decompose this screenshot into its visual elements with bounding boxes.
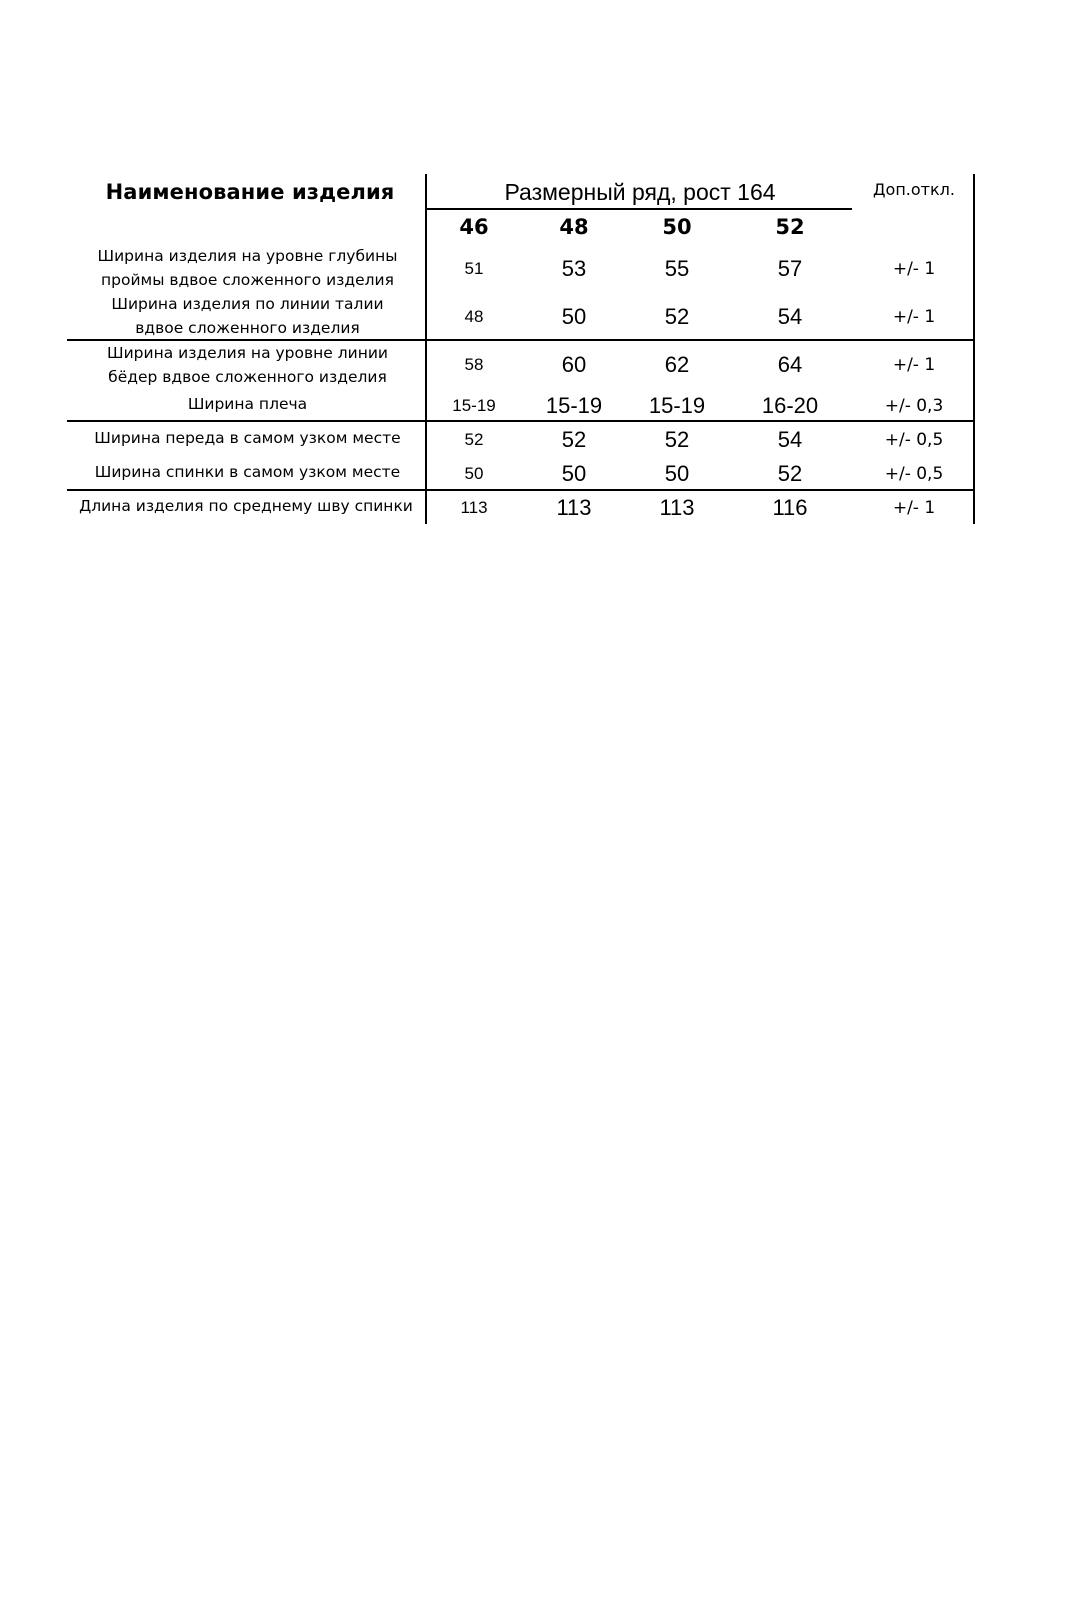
size-range-label: Размерный ряд, рост 164 <box>504 178 776 205</box>
table-cell: 54 <box>777 427 803 452</box>
tolerance-header: Доп.откл. <box>873 179 955 199</box>
tolerance-cell: +/- 0,3 <box>884 396 944 416</box>
size-header-52: 52 <box>775 215 805 239</box>
table-cell: 15-19 <box>452 396 496 415</box>
table-cell: 50 <box>561 304 587 329</box>
table-cell: 113 <box>460 498 488 517</box>
table-cell: 15-19 <box>648 393 706 418</box>
tolerance-cell: +/- 0,5 <box>884 464 944 484</box>
tolerance-cell: +/- 0,5 <box>884 430 944 450</box>
table-cell: 52 <box>664 304 690 329</box>
tolerance-cell: +/- 1 <box>892 307 936 327</box>
size-header-46: 46 <box>459 215 489 239</box>
size-header-48: 48 <box>559 215 589 239</box>
table-cell: 52 <box>464 430 484 449</box>
table-cell: 50 <box>664 461 690 486</box>
table-cell: 52 <box>561 427 587 452</box>
table-cell: 60 <box>561 352 587 377</box>
tolerance-cell: +/- 1 <box>892 355 936 375</box>
table-cell: 50 <box>464 464 484 483</box>
table-cell: 52 <box>777 461 803 486</box>
table-cell: 64 <box>777 352 803 377</box>
table-cell: 57 <box>777 256 803 281</box>
table-title: Наименование изделия <box>105 180 395 204</box>
row-label: Ширина изделия на уровне глубины проймы вдвое сложенного изделия <box>97 247 398 289</box>
row-separator-3 <box>67 489 975 491</box>
table-cell: 113 <box>556 495 592 520</box>
tolerance-cell: +/- 1 <box>892 259 936 279</box>
row-label: Ширина спинки в самом узком месте <box>94 463 401 481</box>
table-cell: 62 <box>664 352 690 377</box>
tolerance-cell: +/- 1 <box>892 498 936 518</box>
vertical-divider-right <box>973 174 975 524</box>
row-label: Длина изделия по среднему шву спинки <box>79 497 413 515</box>
vertical-divider-left <box>425 174 427 524</box>
row-label: Ширина плеча <box>187 395 308 413</box>
table-cell: 113 <box>659 495 695 520</box>
table-cell: 53 <box>561 256 587 281</box>
row-label: Ширина переда в самом узком месте <box>94 429 401 447</box>
size-header-50: 50 <box>662 215 692 239</box>
table-cell: 58 <box>464 355 484 374</box>
row-label: Ширина изделия на уровне линии бёдер вдвое сложенного изделия <box>107 344 388 386</box>
table-cell: 51 <box>464 259 484 278</box>
row-label: Ширина изделия по линии талии вдвое сложенного изделия <box>111 295 384 337</box>
table-cell: 55 <box>664 256 690 281</box>
table-cell: 16-20 <box>761 393 819 418</box>
table-cell: 116 <box>772 495 808 520</box>
table-cell: 48 <box>464 307 484 326</box>
row-separator-2 <box>67 420 975 422</box>
table-cell: 54 <box>777 304 803 329</box>
table-cell: 50 <box>561 461 587 486</box>
table-cell: 52 <box>664 427 690 452</box>
table-cell: 15-19 <box>545 393 603 418</box>
